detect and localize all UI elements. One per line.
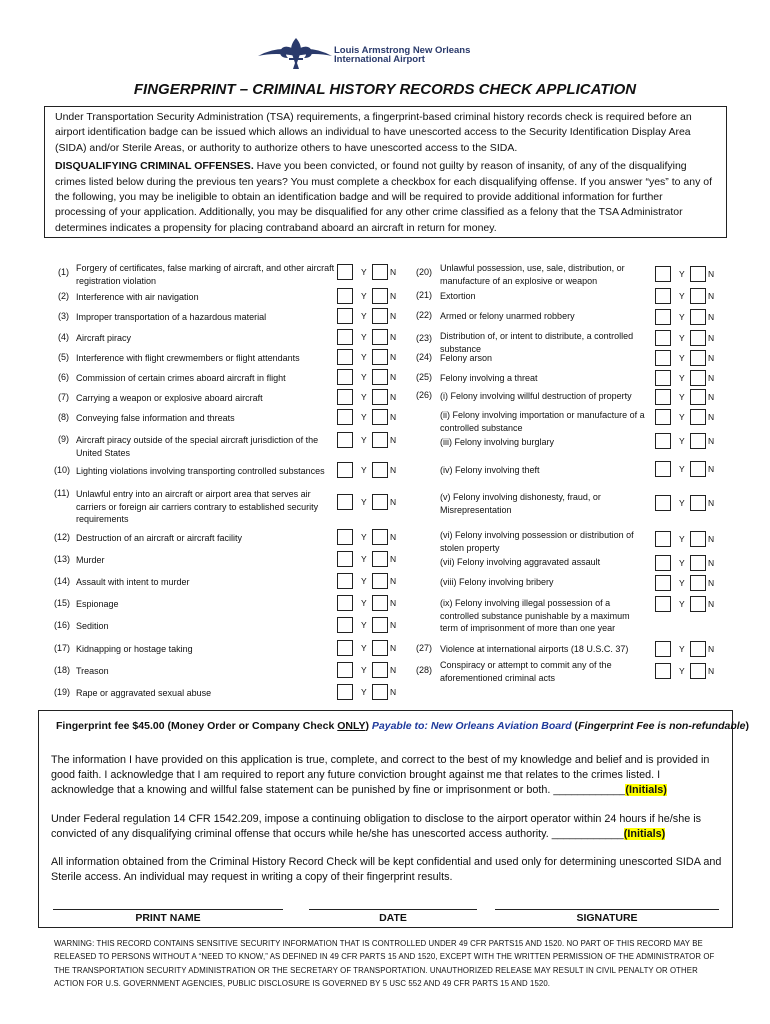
right-offense-13-yes-checkbox[interactable]: [655, 555, 671, 571]
yes-no-checkboxes: [655, 663, 723, 681]
yes-label: Y: [361, 598, 367, 608]
no-label: N: [390, 665, 397, 675]
right-offense-11-yes-checkbox[interactable]: [655, 495, 671, 511]
yes-no-checkboxes: [655, 531, 723, 549]
right-offense-11-no-checkbox[interactable]: [690, 495, 706, 511]
statement-disclosure-text: Under Federal regulation 14 CFR 1542.209, impose a continuing obligation to disclose to the airport operator within 24 hours if he/she is convicted of any disqualifying criminal offense that occurs while he/she has unescorted access authority. ____________: [51, 813, 701, 841]
yes-label: Y: [361, 576, 367, 586]
logo-line-1: Louis Armstrong New Orleans: [334, 45, 471, 56]
offense-number: (21): [416, 290, 433, 300]
no-label: N: [390, 620, 397, 630]
yes-label: Y: [679, 558, 685, 568]
left-offense-10-yes-checkbox[interactable]: [337, 462, 353, 478]
right-offense-9-yes-checkbox[interactable]: [655, 433, 671, 449]
yes-no-checkboxes: [655, 350, 723, 368]
right-offense-5-no-checkbox[interactable]: [690, 350, 706, 366]
offense-text: Aircraft piracy: [76, 333, 132, 343]
left-offense-3-no-checkbox[interactable]: [372, 308, 388, 324]
yes-no-checkboxes: [655, 309, 723, 327]
right-offense-4-no-checkbox[interactable]: [690, 330, 706, 346]
offense-text: Murder: [76, 555, 105, 565]
yes-no-checkboxes: [337, 409, 405, 427]
yes-no-checkboxes: [337, 264, 405, 282]
no-label: N: [708, 666, 715, 676]
right-offense-10-no-checkbox[interactable]: [690, 461, 706, 477]
right-offense-2-yes-checkbox[interactable]: [655, 288, 671, 304]
fee-text-1: Fingerprint fee $45.00 (Money Order or Company Check: [56, 720, 338, 732]
right-offense-12-yes-checkbox[interactable]: [655, 531, 671, 547]
no-label: N: [390, 332, 397, 342]
no-label: N: [390, 392, 397, 402]
left-offense-14-yes-checkbox[interactable]: [337, 573, 353, 589]
fee-payable: Payable to: New Orleans Aviation Board: [371, 720, 572, 732]
disqualifying-label: DISQUALIFYING CRIMINAL OFFENSES.: [55, 160, 254, 173]
offense-text: Interference with flight crewmembers or flight attendants: [76, 353, 300, 363]
yes-no-checkboxes: [337, 432, 405, 450]
yes-no-checkboxes: [337, 662, 405, 680]
yes-label: Y: [679, 436, 685, 446]
left-offense-1-no-checkbox[interactable]: [372, 264, 388, 280]
yes-label: Y: [679, 599, 685, 609]
left-offense-15-no-checkbox[interactable]: [372, 595, 388, 611]
yes-no-checkboxes: [655, 433, 723, 451]
offense-number: (22): [416, 310, 433, 320]
no-label: N: [708, 644, 715, 654]
yes-label: Y: [361, 687, 367, 697]
initials-field-1[interactable]: (Initials): [625, 784, 667, 797]
right-offense-16-no-checkbox[interactable]: [690, 641, 706, 657]
left-offense-7-no-checkbox[interactable]: [372, 389, 388, 405]
yes-no-checkboxes: [655, 409, 723, 427]
left-offense-16-yes-checkbox[interactable]: [337, 617, 353, 633]
offense-number: (17): [54, 643, 71, 653]
offense-number: (6): [58, 372, 69, 382]
yes-label: Y: [361, 554, 367, 564]
left-offense-13-no-checkbox[interactable]: [372, 551, 388, 567]
no-label: N: [390, 643, 397, 653]
left-offense-16-no-checkbox[interactable]: [372, 617, 388, 633]
yes-label: Y: [361, 372, 367, 382]
print-name-label: PRINT NAME: [135, 912, 201, 924]
no-label: N: [390, 372, 397, 382]
yes-label: Y: [679, 291, 685, 301]
fleur-de-lis-icon: [256, 36, 334, 72]
offense-text: Felony involving a threat: [440, 373, 538, 383]
offense-text: Carrying a weapon or explosive aboard aircraft: [76, 393, 263, 403]
yes-no-checkboxes: [655, 266, 723, 284]
right-offense-3-yes-checkbox[interactable]: [655, 309, 671, 325]
no-label: N: [708, 498, 715, 508]
right-offense-13-no-checkbox[interactable]: [690, 555, 706, 571]
left-offense-6-no-checkbox[interactable]: [372, 369, 388, 385]
offense-number: (12): [54, 532, 71, 542]
offense-number: (23): [416, 333, 433, 343]
fee-nonrefundable: Fingerprint Fee is non-refundable: [578, 720, 746, 732]
offense-text: Sedition: [76, 621, 109, 631]
offense-number: (10): [54, 465, 71, 475]
right-offense-8-yes-checkbox[interactable]: [655, 409, 671, 425]
left-offense-5-yes-checkbox[interactable]: [337, 349, 353, 365]
offense-text: Felony arson: [440, 353, 493, 363]
left-offense-11-yes-checkbox[interactable]: [337, 494, 353, 510]
yes-no-checkboxes: [337, 288, 405, 306]
yes-label: Y: [679, 333, 685, 343]
right-offense-1-no-checkbox[interactable]: [690, 266, 706, 282]
yes-label: Y: [361, 267, 367, 277]
no-label: N: [390, 352, 397, 362]
offense-text: Forgery of certificates, false marking of aircraft, and other aircraft registration violation: [76, 263, 335, 286]
yes-label: Y: [361, 465, 367, 475]
right-offense-14-yes-checkbox[interactable]: [655, 575, 671, 591]
offense-text: (vii) Felony involving aggravated assault: [440, 557, 601, 567]
left-offense-8-no-checkbox[interactable]: [372, 409, 388, 425]
offense-text: Lighting violations involving transporting controlled substances: [76, 466, 325, 476]
yes-no-checkboxes: [655, 288, 723, 306]
no-label: N: [390, 291, 397, 301]
yes-label: Y: [679, 269, 685, 279]
yes-no-checkboxes: [655, 389, 723, 407]
yes-label: Y: [679, 578, 685, 588]
left-offense-4-yes-checkbox[interactable]: [337, 329, 353, 345]
right-offense-6-yes-checkbox[interactable]: [655, 370, 671, 386]
right-offense-15-yes-checkbox[interactable]: [655, 596, 671, 612]
right-offense-5-yes-checkbox[interactable]: [655, 350, 671, 366]
no-label: N: [390, 311, 397, 321]
initials-field-2[interactable]: (Initials): [623, 828, 666, 841]
offense-text: Kidnapping or hostage taking: [76, 644, 193, 654]
offense-number: (28): [416, 665, 433, 675]
yes-no-checkboxes: [655, 596, 723, 614]
offense-text: Distribution of, or intent to distribute, a controlled substance: [440, 331, 634, 354]
yes-no-checkboxes: [337, 684, 405, 702]
offense-text: (iii) Felony involving burglary: [440, 437, 555, 447]
yes-no-checkboxes: [337, 494, 405, 512]
left-offense-19-yes-checkbox[interactable]: [337, 684, 353, 700]
offense-number: (15): [54, 598, 71, 608]
right-offense-6-no-checkbox[interactable]: [690, 370, 706, 386]
offense-text: Conveying false information and threats: [76, 413, 235, 423]
yes-no-checkboxes: [337, 595, 405, 613]
no-label: N: [708, 436, 715, 446]
no-label: N: [390, 465, 397, 475]
yes-no-checkboxes: [337, 551, 405, 569]
yes-label: Y: [361, 412, 367, 422]
offense-number: (7): [58, 392, 69, 402]
right-offense-16-yes-checkbox[interactable]: [655, 641, 671, 657]
yes-label: Y: [679, 498, 685, 508]
offense-number: (1): [58, 267, 69, 277]
disqualifying-text: Have you been convicted, or found not guilty by reason of insanity, of any of the disqualifying crimes listed below during the previous ten years? You must complete a checkbox for each disqualifying offense. If you answer “yes” to any of the following, you may be ineligible to obtain an identification badge and will be required to provide additional information for further processing of your application. Additionally, you may be disqualified for any other crime classified as a felony that the TSA Administrator determines indicates a propensity for placing contraband aboard an aircraft in return for money.: [55, 160, 712, 234]
offense-text: Unlawful entry into an aircraft or airport area that serves air carriers or foreign air carriers contrary to established security requirements: [76, 489, 319, 524]
date-label: DATE: [379, 912, 407, 924]
offense-number: (20): [416, 267, 433, 277]
yes-label: Y: [679, 534, 685, 544]
logo-line-2: International Airport: [334, 54, 425, 65]
offense-text: Improper transportation of a hazardous material: [76, 312, 267, 322]
yes-no-checkboxes: [337, 329, 405, 347]
left-offense-2-yes-checkbox[interactable]: [337, 288, 353, 304]
acknowledgement-box: [38, 710, 749, 928]
left-offense-17-no-checkbox[interactable]: [372, 640, 388, 656]
no-label: N: [708, 534, 715, 544]
intro-box: [44, 106, 727, 238]
no-label: N: [390, 412, 397, 422]
fee-text-4: ): [745, 720, 749, 732]
offense-number: (24): [416, 352, 433, 362]
offense-number: (5): [58, 352, 69, 362]
yes-no-checkboxes: [655, 575, 723, 593]
yes-no-checkboxes: [337, 573, 405, 591]
fee-line: [56, 720, 749, 732]
yes-label: Y: [679, 464, 685, 474]
yes-label: Y: [361, 643, 367, 653]
offense-number: (16): [54, 620, 71, 630]
offense-number: (8): [58, 412, 69, 422]
offense-text: Aircraft piracy outside of the special aircraft jurisdiction of the United States: [76, 435, 319, 458]
yes-label: Y: [361, 392, 367, 402]
yes-label: Y: [679, 373, 685, 383]
logo-text: [334, 46, 470, 64]
yes-label: Y: [361, 352, 367, 362]
offense-text: (vi) Felony involving possession or distribution of stolen property: [440, 530, 634, 553]
page-title: FINGERPRINT – CRIMINAL HISTORY RECORDS CHECK APPLICATION: [133, 81, 637, 98]
no-label: N: [708, 578, 715, 588]
right-offense-1-yes-checkbox[interactable]: [655, 266, 671, 282]
statement-truthful-text: The information I have provided on this application is true, complete, and correct to the best of my knowledge and belief and is provided in good faith. I acknowledge that I am required to report any future conviction brought against me that relates to the crimes listed. I acknowledge that a knowing and willful false statement can be punished by fine or imprisonment or both. ____________: [51, 754, 710, 797]
yes-no-checkboxes: [337, 349, 405, 367]
yes-no-checkboxes: [337, 462, 405, 480]
no-label: N: [708, 412, 715, 422]
right-offense-9-no-checkbox[interactable]: [690, 433, 706, 449]
yes-no-checkboxes: [337, 389, 405, 407]
offense-number: (14): [54, 576, 71, 586]
warning-notice: WARNING: THIS RECORD CONTAINS SENSITIVE SECURITY INFORMATION THAT IS CONTROLLED UNDER 49 CFR PARTS15 AND 1520. NO PART OF THIS RECORD MAY BE RELEASED TO PERSONS WITHOUT A “NEED TO KNOW,” AS DEFINED IN 49 CFR PARTS 15 AND 1520, EXCEPT WITH THE WRITTEN PERMISSION OF THE ADMINISTRATOR OF THE TRANSPORTATION SECURITY ADMINISTRATION OR THE SECRETARY OF TRANSPORTATION. UNAUTHORIZED RELEASE MAY RESULT IN CIVIL PENALTY OR OTHER ACTION FOR U.S. GOVERNMENT AGENCIES, PUBLIC DISCLOSURE IS GOVERNED BY 5 USC 552 AND 49 CFR PARTS 15 AND 1520.: [54, 939, 715, 989]
no-label: N: [708, 392, 715, 402]
offense-number: (4): [58, 332, 69, 342]
disqualifying-paragraph: [55, 159, 716, 236]
offense-number: (3): [58, 311, 69, 321]
left-offense-11-no-checkbox[interactable]: [372, 494, 388, 510]
offense-text: (i) Felony involving willful destruction of property: [440, 391, 632, 401]
right-offense-8-no-checkbox[interactable]: [690, 409, 706, 425]
offense-text: Armed or felony unarmed robbery: [440, 311, 575, 321]
yes-no-checkboxes: [337, 308, 405, 326]
yes-label: Y: [679, 312, 685, 322]
yes-no-checkboxes: [337, 640, 405, 658]
no-label: N: [708, 599, 715, 609]
offense-number: (2): [58, 291, 69, 301]
left-offense-4-no-checkbox[interactable]: [372, 329, 388, 345]
right-offense-17-yes-checkbox[interactable]: [655, 663, 671, 679]
no-label: N: [708, 312, 715, 322]
left-offense-18-yes-checkbox[interactable]: [337, 662, 353, 678]
offense-text: Violence at international airports (18 U.S.C. 37): [440, 644, 629, 654]
offense-text: Destruction of an aircraft or aircraft facility: [76, 533, 243, 543]
no-label: N: [708, 464, 715, 474]
statement-truthful: [51, 753, 726, 799]
print-name-line[interactable]: [53, 909, 283, 910]
no-label: N: [390, 687, 397, 697]
yes-label: Y: [679, 392, 685, 402]
right-offense-7-yes-checkbox[interactable]: [655, 389, 671, 405]
fee-text-3: (: [571, 720, 579, 732]
yes-label: Y: [361, 497, 367, 507]
right-offense-2-no-checkbox[interactable]: [690, 288, 706, 304]
yes-label: Y: [679, 412, 685, 422]
statement-confidential: All information obtained from the Criminal History Record Check will be kept confidential and used only for determining unescorted SIDA and Sterile access. An individual may request in writing a copy of their fingerprint results.: [51, 856, 722, 884]
offense-text: Interference with air navigation: [76, 292, 199, 302]
left-offense-2-no-checkbox[interactable]: [372, 288, 388, 304]
fee-text-2: ): [365, 720, 372, 732]
right-offense-15-no-checkbox[interactable]: [690, 596, 706, 612]
no-label: N: [708, 373, 715, 383]
offense-number: (9): [58, 434, 69, 444]
signature-label: SIGNATURE: [576, 912, 638, 924]
yes-label: Y: [361, 435, 367, 445]
no-label: N: [708, 558, 715, 568]
yes-no-checkboxes: [337, 369, 405, 387]
no-label: N: [390, 576, 397, 586]
airport-logo: [256, 36, 516, 72]
fee-only: ONLY: [337, 720, 366, 732]
offense-text: (ix) Felony involving illegal possession of a controlled substance punishable by a maximum term of imprisonment of more than one year: [440, 598, 630, 633]
left-offense-12-no-checkbox[interactable]: [372, 529, 388, 545]
statement-disclosure: [51, 812, 726, 842]
right-offense-10-yes-checkbox[interactable]: [655, 461, 671, 477]
offense-text: (viii) Felony involving bribery: [440, 577, 554, 587]
yes-no-checkboxes: [655, 555, 723, 573]
offense-text: Treason: [76, 666, 109, 676]
offense-text: Espionage: [76, 599, 119, 609]
yes-no-checkboxes: [655, 495, 723, 513]
yes-no-checkboxes: [655, 370, 723, 388]
offense-number: (27): [416, 643, 433, 653]
no-label: N: [390, 267, 397, 277]
left-offense-6-yes-checkbox[interactable]: [337, 369, 353, 385]
offense-text: (iv) Felony involving theft: [440, 465, 540, 475]
offense-text: Rape or aggravated sexual abuse: [76, 688, 212, 698]
left-offense-19-no-checkbox[interactable]: [372, 684, 388, 700]
right-offense-12-no-checkbox[interactable]: [690, 531, 706, 547]
no-label: N: [390, 435, 397, 445]
left-offense-12-yes-checkbox[interactable]: [337, 529, 353, 545]
yes-no-checkboxes: [337, 529, 405, 547]
left-offense-7-yes-checkbox[interactable]: [337, 389, 353, 405]
left-offense-13-yes-checkbox[interactable]: [337, 551, 353, 567]
yes-label: Y: [361, 620, 367, 630]
left-offense-3-yes-checkbox[interactable]: [337, 308, 353, 324]
right-offense-7-no-checkbox[interactable]: [690, 389, 706, 405]
no-label: N: [390, 554, 397, 564]
left-offense-1-yes-checkbox[interactable]: [337, 264, 353, 280]
yes-no-checkboxes: [337, 617, 405, 635]
no-label: N: [390, 532, 397, 542]
offense-number: (18): [54, 665, 71, 675]
yes-label: Y: [361, 532, 367, 542]
offense-text: (v) Felony involving dishonesty, fraud, or Misrepresentation: [440, 492, 601, 515]
no-label: N: [390, 497, 397, 507]
intro-paragraph: Under Transportation Security Administration (TSA) requirements, a fingerprint-based criminal history records check is required before an airport identification badge can be issued which allows an individual to have unescorted access to the Security Identification Display Area (SIDA) and/or Sterile Areas, or authority to authorize others to have unescorted access to the SIDA.: [55, 111, 692, 154]
no-label: N: [708, 333, 715, 343]
left-offense-5-no-checkbox[interactable]: [372, 349, 388, 365]
offense-number: (13): [54, 554, 71, 564]
date-line[interactable]: [309, 909, 477, 910]
yes-label: Y: [361, 291, 367, 301]
offense-number: (19): [54, 687, 71, 697]
yes-no-checkboxes: [655, 461, 723, 479]
right-offense-14-no-checkbox[interactable]: [690, 575, 706, 591]
offense-number: (25): [416, 372, 433, 382]
right-offense-17-no-checkbox[interactable]: [690, 663, 706, 679]
left-offense-9-yes-checkbox[interactable]: [337, 432, 353, 448]
yes-label: Y: [679, 644, 685, 654]
yes-no-checkboxes: [655, 330, 723, 348]
left-offense-9-no-checkbox[interactable]: [372, 432, 388, 448]
right-offense-3-no-checkbox[interactable]: [690, 309, 706, 325]
yes-no-checkboxes: [655, 641, 723, 659]
yes-label: Y: [361, 665, 367, 675]
offense-text: Conspiracy or attempt to commit any of the aforementioned criminal acts: [440, 660, 612, 683]
yes-label: Y: [361, 332, 367, 342]
left-offense-17-yes-checkbox[interactable]: [337, 640, 353, 656]
offense-number: (26): [416, 390, 433, 400]
left-offense-15-yes-checkbox[interactable]: [337, 595, 353, 611]
no-label: N: [708, 291, 715, 301]
offense-text: Commission of certain crimes aboard aircraft in flight: [76, 373, 286, 383]
offense-text: (ii) Felony involving importation or manufacture of a controlled substance: [440, 410, 645, 433]
no-label: N: [708, 353, 715, 363]
right-offense-4-yes-checkbox[interactable]: [655, 330, 671, 346]
signature-line[interactable]: [495, 909, 719, 910]
left-offense-8-yes-checkbox[interactable]: [337, 409, 353, 425]
left-offense-18-no-checkbox[interactable]: [372, 662, 388, 678]
offense-number: (11): [54, 488, 70, 498]
left-offense-10-no-checkbox[interactable]: [372, 462, 388, 478]
no-label: N: [708, 269, 715, 279]
offense-text: Extortion: [440, 291, 476, 301]
left-offense-14-no-checkbox[interactable]: [372, 573, 388, 589]
yes-label: Y: [361, 311, 367, 321]
offense-text: Assault with intent to murder: [76, 577, 190, 587]
offense-text: Unlawful possession, use, sale, distribution, or manufacture of an explosive or weapon: [440, 263, 625, 286]
yes-label: Y: [679, 353, 685, 363]
yes-label: Y: [679, 666, 685, 676]
no-label: N: [390, 598, 397, 608]
